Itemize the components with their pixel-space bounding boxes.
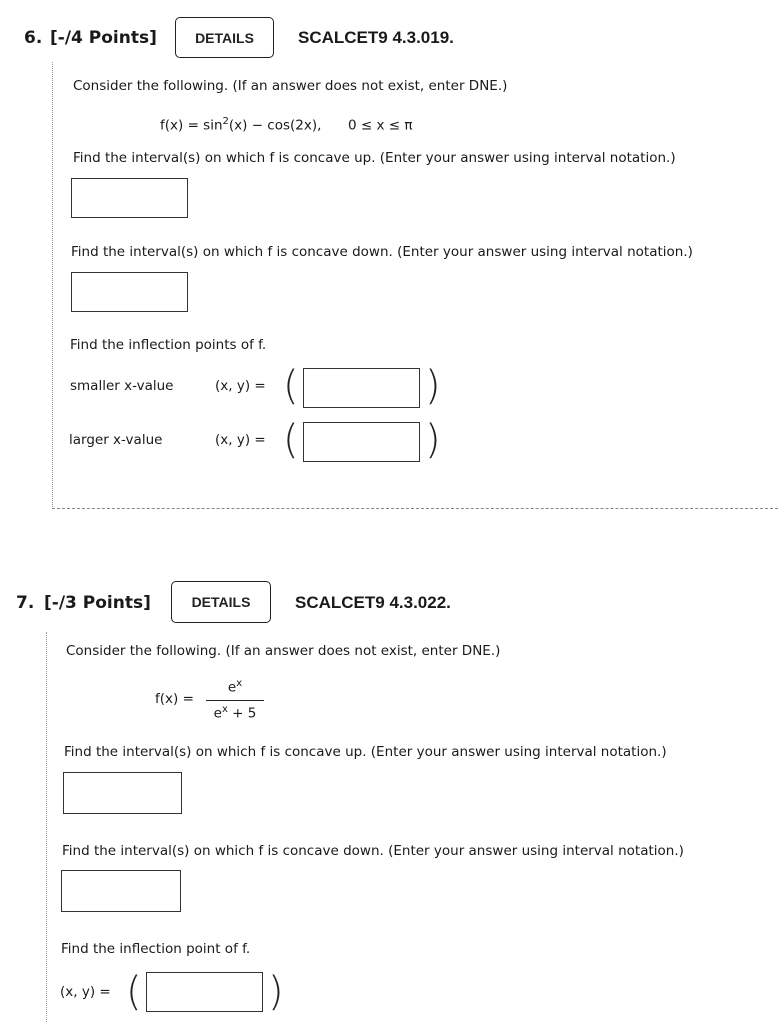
q6-smaller-open-paren: ( <box>283 363 299 409</box>
q6-formula <box>160 116 413 134</box>
q6-prompt-up: Find the interval(s) on which f is concave up. (Enter your answer using interval notation.) <box>73 150 676 166</box>
q7-xy-label: (x, y) = <box>60 984 111 1000</box>
q6-left-border <box>52 62 53 507</box>
q6-prompt-down: Find the interval(s) on which f is concave down. (Enter your answer using interval notation.) <box>71 244 693 260</box>
q7-open-paren: ( <box>126 969 142 1015</box>
q6-concave-down-input[interactable] <box>71 272 188 312</box>
q7-prompt-inflection: Find the inflection point of f. <box>61 941 251 957</box>
q6-larger-point-input[interactable] <box>303 422 420 462</box>
q7-num-exp: x <box>236 678 243 689</box>
q7-formula-lhs: f(x) = <box>155 691 194 707</box>
q7-inflection-point-input[interactable] <box>146 972 263 1012</box>
q7-prompt-down: Find the interval(s) on which f is concave down. (Enter your answer using interval notation.) <box>62 843 684 859</box>
q7-number: 7. <box>16 593 35 613</box>
q6-number: 6. <box>24 28 43 48</box>
q6-formula-lhs: f(x) = sin <box>160 117 223 134</box>
q7-fraction-bar <box>206 700 264 701</box>
q7-concave-down-input[interactable] <box>61 870 181 912</box>
q6-code: SCALCET9 4.3.019. <box>298 28 454 47</box>
q7-den-exp: x <box>221 704 228 715</box>
q7-code: SCALCET9 4.3.022. <box>295 593 451 612</box>
q6-formula-rhs: (x) − cos(2x), <box>228 117 322 134</box>
q7-formula-numerator <box>206 678 264 696</box>
q6-bottom-divider <box>52 508 778 509</box>
q7-concave-up-input[interactable] <box>63 772 182 814</box>
q6-points: [-/4 Points] <box>50 28 157 48</box>
q6-smaller-close-paren: ) <box>425 363 441 409</box>
q6-larger-close-paren: ) <box>425 417 441 463</box>
q6-intro: Consider the following. (If an answer does not exist, enter DNE.) <box>73 78 508 94</box>
q6-formula-domain: 0 ≤ x ≤ π <box>348 117 413 134</box>
q6-details-button[interactable]: DETAILS <box>175 17 274 58</box>
q7-formula-denominator <box>206 704 264 722</box>
q6-larger-open-paren: ( <box>283 417 299 463</box>
q7-den-base: e <box>213 705 222 722</box>
q7-left-border <box>46 632 47 1022</box>
q7-num-base: e <box>227 679 237 696</box>
q7-den-rest: + 5 <box>232 705 257 722</box>
q7-close-paren: ) <box>268 969 284 1015</box>
q6-smaller-point-input[interactable] <box>303 368 420 408</box>
q6-smaller-label: smaller x-value <box>70 378 174 394</box>
q6-larger-xy-label: (x, y) = <box>215 432 266 448</box>
q6-formula-exp: 2 <box>222 116 229 127</box>
q6-smaller-xy-label: (x, y) = <box>215 378 266 394</box>
q7-prompt-up: Find the interval(s) on which f is concave up. (Enter your answer using interval notation.) <box>64 744 667 760</box>
q7-points: [-/3 Points] <box>44 593 151 613</box>
q7-intro: Consider the following. (If an answer does not exist, enter DNE.) <box>66 643 501 659</box>
q6-larger-label: larger x-value <box>69 432 163 448</box>
q6-prompt-inflection: Find the inflection points of f. <box>70 337 267 353</box>
q6-concave-up-input[interactable] <box>71 178 188 218</box>
q7-details-button[interactable]: DETAILS <box>171 581 271 623</box>
